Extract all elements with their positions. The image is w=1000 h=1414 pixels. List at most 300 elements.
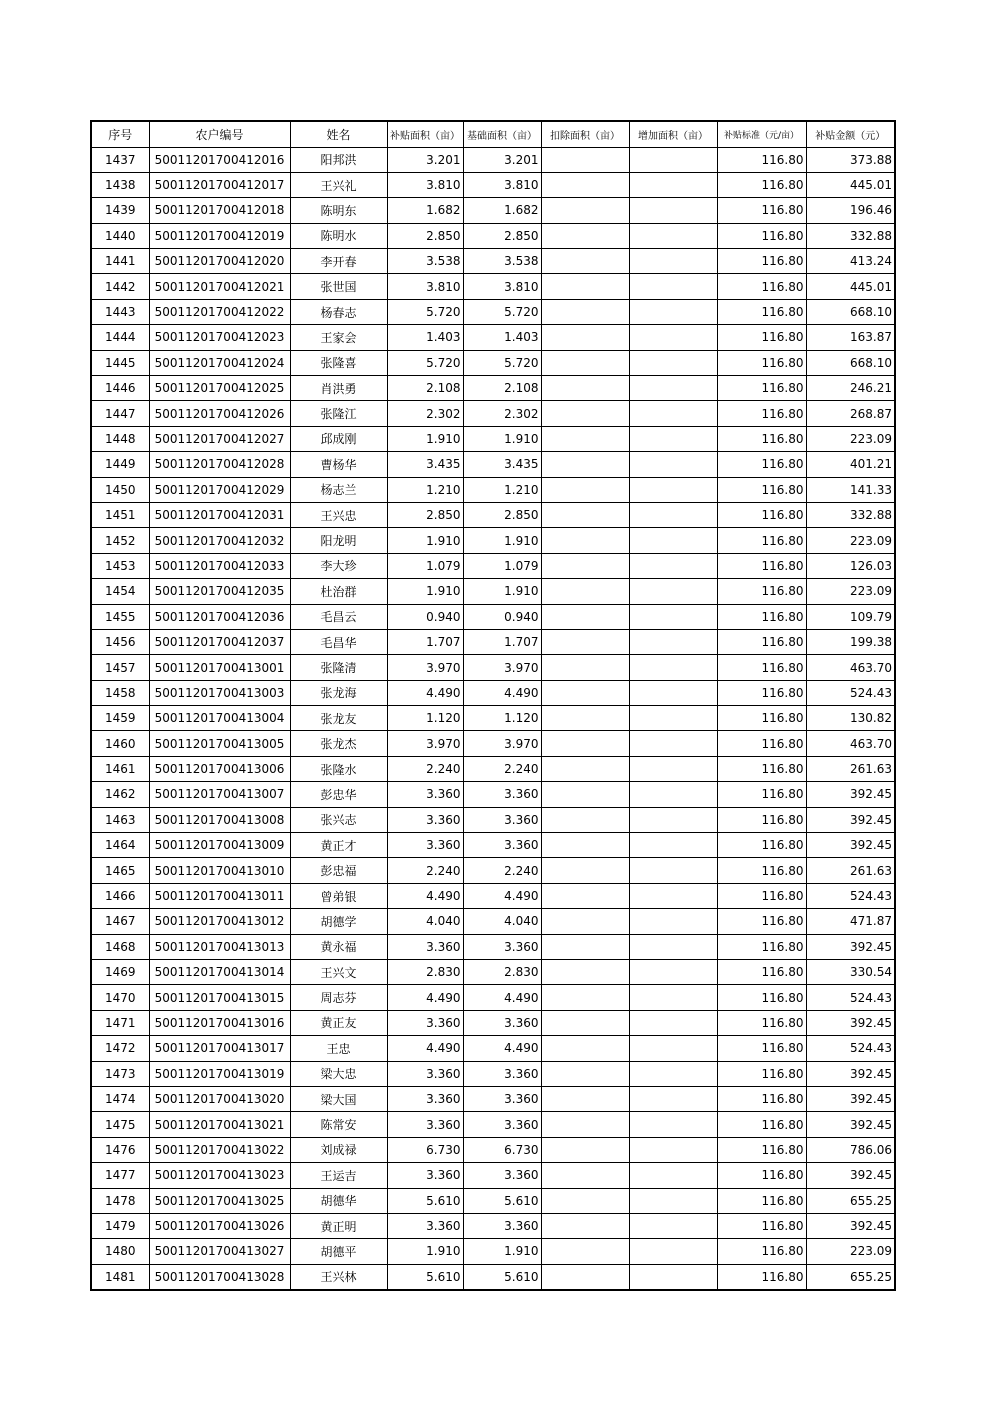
- added-area-cell: [629, 274, 717, 299]
- table-row: [91, 325, 895, 350]
- table-row: [91, 1213, 895, 1238]
- subsidy-rate-cell: 116.80: [717, 985, 806, 1010]
- table-row: [91, 147, 895, 172]
- deducted-area-cell: [541, 502, 629, 527]
- row-index-cell: 1449: [91, 452, 149, 477]
- subsidy-rate-cell: 116.80: [717, 833, 806, 858]
- farmer-name-cell: 张龙杰: [290, 731, 387, 756]
- row-index-cell: 1439: [91, 198, 149, 223]
- farmer-id-cell: 50011201700413025: [149, 1188, 290, 1213]
- deducted-area-cell: [541, 782, 629, 807]
- subsidy-rate-cell: 116.80: [717, 325, 806, 350]
- deducted-area-cell: [541, 731, 629, 756]
- farmer-name-cell: 张世国: [290, 274, 387, 299]
- base-area-cell: 3.360: [463, 1010, 541, 1035]
- farmer-id-cell: 50011201700413008: [149, 807, 290, 832]
- subsidy-amount-cell: 413.24: [806, 249, 895, 274]
- base-area-cell: 2.850: [463, 223, 541, 248]
- deducted-area-cell: [541, 1239, 629, 1264]
- added-area-cell: [629, 502, 717, 527]
- deducted-area-cell: [541, 1137, 629, 1162]
- deducted-area-cell: [541, 1188, 629, 1213]
- subsidy-amount-cell: 392.45: [806, 1112, 895, 1137]
- row-index-cell: 1468: [91, 934, 149, 959]
- subsidy-area-cell: 4.490: [387, 883, 463, 908]
- table-row: [91, 909, 895, 934]
- added-area-cell: [629, 706, 717, 731]
- subsidy-area-cell: 6.730: [387, 1137, 463, 1162]
- row-index-cell: 1446: [91, 376, 149, 401]
- base-area-cell: 2.302: [463, 401, 541, 426]
- subsidy-rate-cell: 116.80: [717, 1010, 806, 1035]
- row-index-cell: 1440: [91, 223, 149, 248]
- subsidy-amount-cell: 130.82: [806, 706, 895, 731]
- base-area-cell: 3.810: [463, 274, 541, 299]
- row-index-cell: 1473: [91, 1061, 149, 1086]
- base-area-cell: 1.910: [463, 579, 541, 604]
- subsidy-area-cell: 3.360: [387, 782, 463, 807]
- subsidy-area-cell: 1.910: [387, 1239, 463, 1264]
- header-row: [91, 121, 895, 147]
- deducted-area-cell: [541, 452, 629, 477]
- subsidy-amount-cell: 392.45: [806, 934, 895, 959]
- subsidy-amount-cell: 373.88: [806, 147, 895, 172]
- added-area-cell: [629, 731, 717, 756]
- farmer-id-cell: 50011201700413028: [149, 1264, 290, 1289]
- subsidy-rate-cell: 116.80: [717, 299, 806, 324]
- added-area-cell: [629, 1264, 717, 1289]
- base-area-cell: 5.720: [463, 299, 541, 324]
- added-area-cell: [629, 934, 717, 959]
- farmer-id-cell: 50011201700413019: [149, 1061, 290, 1086]
- subsidy-rate-cell: 116.80: [717, 731, 806, 756]
- deducted-area-cell: [541, 477, 629, 502]
- deducted-area-cell: [541, 985, 629, 1010]
- subsidy-area-cell: 1.910: [387, 528, 463, 553]
- subsidy-amount-cell: 668.10: [806, 350, 895, 375]
- deducted-area-cell: [541, 172, 629, 197]
- added-area-cell: [629, 1213, 717, 1238]
- farmer-name-cell: 曹杨华: [290, 452, 387, 477]
- table-row: [91, 274, 895, 299]
- header-cell: 增加面积（亩）: [629, 121, 717, 147]
- farmer-name-cell: 王兴礼: [290, 172, 387, 197]
- subsidy-amount-cell: 471.87: [806, 909, 895, 934]
- table-row: [91, 1036, 895, 1061]
- row-index-cell: 1471: [91, 1010, 149, 1035]
- subsidy-area-cell: 3.201: [387, 147, 463, 172]
- farmer-id-cell: 50011201700412026: [149, 401, 290, 426]
- table-row: [91, 249, 895, 274]
- deducted-area-cell: [541, 1264, 629, 1289]
- deducted-area-cell: [541, 629, 629, 654]
- subsidy-rate-cell: 116.80: [717, 249, 806, 274]
- base-area-cell: 3.538: [463, 249, 541, 274]
- deducted-area-cell: [541, 299, 629, 324]
- subsidy-rate-cell: 116.80: [717, 629, 806, 654]
- deducted-area-cell: [541, 858, 629, 883]
- subsidy-rate-cell: 116.80: [717, 782, 806, 807]
- row-index-cell: 1455: [91, 604, 149, 629]
- subsidy-area-cell: 3.360: [387, 1061, 463, 1086]
- row-index-cell: 1461: [91, 756, 149, 781]
- deducted-area-cell: [541, 553, 629, 578]
- row-index-cell: 1458: [91, 680, 149, 705]
- base-area-cell: 3.360: [463, 934, 541, 959]
- farmer-id-cell: 50011201700413014: [149, 960, 290, 985]
- farmer-id-cell: 50011201700412037: [149, 629, 290, 654]
- base-area-cell: 1.210: [463, 477, 541, 502]
- farmer-name-cell: 陈明东: [290, 198, 387, 223]
- table-row: [91, 1239, 895, 1264]
- subsidy-amount-cell: 246.21: [806, 376, 895, 401]
- added-area-cell: [629, 985, 717, 1010]
- header-cell: 补贴金额（元）: [806, 121, 895, 147]
- subsidy-amount-cell: 163.87: [806, 325, 895, 350]
- farmer-name-cell: 陈明水: [290, 223, 387, 248]
- row-index-cell: 1476: [91, 1137, 149, 1162]
- deducted-area-cell: [541, 528, 629, 553]
- row-index-cell: 1437: [91, 147, 149, 172]
- table-row: [91, 1188, 895, 1213]
- farmer-id-cell: 50011201700412019: [149, 223, 290, 248]
- subsidy-rate-cell: 116.80: [717, 1188, 806, 1213]
- base-area-cell: 4.490: [463, 985, 541, 1010]
- subsidy-rate-cell: 116.80: [717, 426, 806, 451]
- row-index-cell: 1438: [91, 172, 149, 197]
- deducted-area-cell: [541, 325, 629, 350]
- deducted-area-cell: [541, 198, 629, 223]
- subsidy-rate-cell: 116.80: [717, 172, 806, 197]
- subsidy-area-cell: 2.108: [387, 376, 463, 401]
- base-area-cell: 1.403: [463, 325, 541, 350]
- base-area-cell: 3.360: [463, 807, 541, 832]
- farmer-id-cell: 50011201700412029: [149, 477, 290, 502]
- deducted-area-cell: [541, 147, 629, 172]
- row-index-cell: 1442: [91, 274, 149, 299]
- subsidy-rate-cell: 116.80: [717, 1137, 806, 1162]
- subsidy-rate-cell: 116.80: [717, 1239, 806, 1264]
- subsidy-area-cell: 3.360: [387, 1163, 463, 1188]
- subsidy-amount-cell: 261.63: [806, 756, 895, 781]
- subsidy-amount-cell: 392.45: [806, 1010, 895, 1035]
- subsidy-rate-cell: 116.80: [717, 350, 806, 375]
- deducted-area-cell: [541, 909, 629, 934]
- row-index-cell: 1474: [91, 1086, 149, 1111]
- added-area-cell: [629, 1188, 717, 1213]
- table-body: [91, 147, 895, 1290]
- table-row: [91, 629, 895, 654]
- added-area-cell: [629, 604, 717, 629]
- subsidy-amount-cell: 392.45: [806, 833, 895, 858]
- table-row: [91, 1112, 895, 1137]
- base-area-cell: 3.360: [463, 1061, 541, 1086]
- subsidy-area-cell: 3.360: [387, 1213, 463, 1238]
- farmer-name-cell: 肖洪勇: [290, 376, 387, 401]
- table-row: [91, 1061, 895, 1086]
- farmer-name-cell: 王兴忠: [290, 502, 387, 527]
- added-area-cell: [629, 1086, 717, 1111]
- subsidy-amount-cell: 524.43: [806, 985, 895, 1010]
- subsidy-rate-cell: 116.80: [717, 909, 806, 934]
- base-area-cell: 1.910: [463, 528, 541, 553]
- farmer-name-cell: 王兴文: [290, 960, 387, 985]
- table-row: [91, 858, 895, 883]
- added-area-cell: [629, 223, 717, 248]
- farmer-id-cell: 50011201700413001: [149, 655, 290, 680]
- subsidy-rate-cell: 116.80: [717, 960, 806, 985]
- base-area-cell: 2.108: [463, 376, 541, 401]
- farmer-name-cell: 王忠: [290, 1036, 387, 1061]
- table-row: [91, 1137, 895, 1162]
- farmer-name-cell: 毛昌华: [290, 629, 387, 654]
- subsidy-area-cell: 3.970: [387, 655, 463, 680]
- farmer-id-cell: 50011201700412020: [149, 249, 290, 274]
- subsidy-area-cell: 1.210: [387, 477, 463, 502]
- farmer-id-cell: 50011201700412016: [149, 147, 290, 172]
- deducted-area-cell: [541, 883, 629, 908]
- subsidy-amount-cell: 223.09: [806, 426, 895, 451]
- farmer-id-cell: 50011201700413016: [149, 1010, 290, 1035]
- base-area-cell: 3.810: [463, 172, 541, 197]
- farmer-name-cell: 李开春: [290, 249, 387, 274]
- table-row: [91, 426, 895, 451]
- subsidy-amount-cell: 445.01: [806, 172, 895, 197]
- row-index-cell: 1470: [91, 985, 149, 1010]
- subsidy-amount-cell: 524.43: [806, 1036, 895, 1061]
- subsidy-area-cell: 3.360: [387, 1086, 463, 1111]
- subsidy-amount-cell: 463.70: [806, 655, 895, 680]
- row-index-cell: 1457: [91, 655, 149, 680]
- header-cell: 序号: [91, 121, 149, 147]
- subsidy-area-cell: 5.720: [387, 299, 463, 324]
- subsidy-rate-cell: 116.80: [717, 477, 806, 502]
- row-index-cell: 1441: [91, 249, 149, 274]
- farmer-id-cell: 50011201700412023: [149, 325, 290, 350]
- base-area-cell: 3.201: [463, 147, 541, 172]
- row-index-cell: 1452: [91, 528, 149, 553]
- subsidy-amount-cell: 223.09: [806, 579, 895, 604]
- base-area-cell: 1.682: [463, 198, 541, 223]
- row-index-cell: 1481: [91, 1264, 149, 1289]
- farmer-name-cell: 王兴林: [290, 1264, 387, 1289]
- base-area-cell: 4.040: [463, 909, 541, 934]
- farmer-name-cell: 阳龙明: [290, 528, 387, 553]
- row-index-cell: 1466: [91, 883, 149, 908]
- subsidy-rate-cell: 116.80: [717, 934, 806, 959]
- farmer-name-cell: 彭忠福: [290, 858, 387, 883]
- subsidy-area-cell: 1.079: [387, 553, 463, 578]
- farmer-id-cell: 50011201700413026: [149, 1213, 290, 1238]
- subsidy-amount-cell: 392.45: [806, 1213, 895, 1238]
- subsidy-area-cell: 2.850: [387, 502, 463, 527]
- subsidy-amount-cell: 463.70: [806, 731, 895, 756]
- subsidy-area-cell: 3.435: [387, 452, 463, 477]
- table-row: [91, 883, 895, 908]
- deducted-area-cell: [541, 655, 629, 680]
- deducted-area-cell: [541, 1086, 629, 1111]
- subsidy-area-cell: 3.360: [387, 1112, 463, 1137]
- base-area-cell: 3.360: [463, 1213, 541, 1238]
- subsidy-rate-cell: 116.80: [717, 147, 806, 172]
- subsidy-rate-cell: 116.80: [717, 1264, 806, 1289]
- deducted-area-cell: [541, 223, 629, 248]
- farmer-id-cell: 50011201700412032: [149, 528, 290, 553]
- base-area-cell: 4.490: [463, 680, 541, 705]
- subsidy-rate-cell: 116.80: [717, 706, 806, 731]
- added-area-cell: [629, 1036, 717, 1061]
- farmer-name-cell: 张隆江: [290, 401, 387, 426]
- subsidy-amount-cell: 141.33: [806, 477, 895, 502]
- subsidy-amount-cell: 392.45: [806, 1061, 895, 1086]
- subsidy-area-cell: 3.360: [387, 1010, 463, 1035]
- added-area-cell: [629, 198, 717, 223]
- subsidy-rate-cell: 116.80: [717, 1036, 806, 1061]
- farmer-name-cell: 张隆水: [290, 756, 387, 781]
- table-row: [91, 350, 895, 375]
- row-index-cell: 1462: [91, 782, 149, 807]
- table-row: [91, 502, 895, 527]
- base-area-cell: 1.910: [463, 426, 541, 451]
- table-row: [91, 477, 895, 502]
- added-area-cell: [629, 680, 717, 705]
- subsidy-rate-cell: 116.80: [717, 528, 806, 553]
- farmer-name-cell: 王运吉: [290, 1163, 387, 1188]
- subsidy-amount-cell: 655.25: [806, 1264, 895, 1289]
- subsidy-area-cell: 0.940: [387, 604, 463, 629]
- subsidy-area-cell: 2.240: [387, 756, 463, 781]
- subsidy-rate-cell: 116.80: [717, 198, 806, 223]
- subsidy-area-cell: 1.707: [387, 629, 463, 654]
- deducted-area-cell: [541, 680, 629, 705]
- table-row: [91, 680, 895, 705]
- deducted-area-cell: [541, 833, 629, 858]
- table-row: [91, 401, 895, 426]
- deducted-area-cell: [541, 274, 629, 299]
- farmer-name-cell: 刘成禄: [290, 1137, 387, 1162]
- table-row: [91, 731, 895, 756]
- subsidy-area-cell: 1.403: [387, 325, 463, 350]
- table-row: [91, 655, 895, 680]
- deducted-area-cell: [541, 401, 629, 426]
- added-area-cell: [629, 249, 717, 274]
- farmer-name-cell: 张隆清: [290, 655, 387, 680]
- subsidy-rate-cell: 116.80: [717, 1213, 806, 1238]
- added-area-cell: [629, 528, 717, 553]
- added-area-cell: [629, 452, 717, 477]
- subsidy-area-cell: 1.910: [387, 579, 463, 604]
- deducted-area-cell: [541, 960, 629, 985]
- deducted-area-cell: [541, 249, 629, 274]
- subsidy-area-cell: 3.810: [387, 172, 463, 197]
- farmer-id-cell: 50011201700412017: [149, 172, 290, 197]
- subsidy-amount-cell: 392.45: [806, 1163, 895, 1188]
- table-row: [91, 934, 895, 959]
- farmer-id-cell: 50011201700413006: [149, 756, 290, 781]
- base-area-cell: 2.240: [463, 858, 541, 883]
- table-row: [91, 807, 895, 832]
- base-area-cell: 1.910: [463, 1239, 541, 1264]
- subsidy-amount-cell: 332.88: [806, 502, 895, 527]
- deducted-area-cell: [541, 1010, 629, 1035]
- added-area-cell: [629, 909, 717, 934]
- subsidy-amount-cell: 332.88: [806, 223, 895, 248]
- deducted-area-cell: [541, 350, 629, 375]
- added-area-cell: [629, 833, 717, 858]
- subsidy-area-cell: 4.490: [387, 680, 463, 705]
- base-area-cell: 2.850: [463, 502, 541, 527]
- deducted-area-cell: [541, 934, 629, 959]
- added-area-cell: [629, 1163, 717, 1188]
- subsidy-area-cell: 4.490: [387, 985, 463, 1010]
- subsidy-rate-cell: 116.80: [717, 1086, 806, 1111]
- row-index-cell: 1459: [91, 706, 149, 731]
- row-index-cell: 1465: [91, 858, 149, 883]
- added-area-cell: [629, 858, 717, 883]
- subsidy-rate-cell: 116.80: [717, 452, 806, 477]
- farmer-name-cell: 杨志兰: [290, 477, 387, 502]
- subsidy-area-cell: 5.610: [387, 1264, 463, 1289]
- subsidy-rate-cell: 116.80: [717, 1061, 806, 1086]
- row-index-cell: 1477: [91, 1163, 149, 1188]
- subsidy-amount-cell: 268.87: [806, 401, 895, 426]
- subsidy-amount-cell: 655.25: [806, 1188, 895, 1213]
- added-area-cell: [629, 401, 717, 426]
- subsidy-area-cell: 2.830: [387, 960, 463, 985]
- farmer-id-cell: 50011201700412021: [149, 274, 290, 299]
- farmer-name-cell: 王家会: [290, 325, 387, 350]
- subsidy-rate-cell: 116.80: [717, 858, 806, 883]
- subsidy-rate-cell: 116.80: [717, 680, 806, 705]
- subsidy-amount-cell: 330.54: [806, 960, 895, 985]
- header-cell: 基础面积（亩）: [463, 121, 541, 147]
- farmer-name-cell: 杨春志: [290, 299, 387, 324]
- subsidy-rate-cell: 116.80: [717, 376, 806, 401]
- table-row: [91, 604, 895, 629]
- added-area-cell: [629, 553, 717, 578]
- subsidy-area-cell: 3.970: [387, 731, 463, 756]
- subsidy-rate-cell: 116.80: [717, 223, 806, 248]
- farmer-id-cell: 50011201700413021: [149, 1112, 290, 1137]
- header-cell: 扣除面积（亩）: [541, 121, 629, 147]
- row-index-cell: 1456: [91, 629, 149, 654]
- deducted-area-cell: [541, 579, 629, 604]
- deducted-area-cell: [541, 1112, 629, 1137]
- row-index-cell: 1448: [91, 426, 149, 451]
- base-area-cell: 3.435: [463, 452, 541, 477]
- farmer-name-cell: 梁大忠: [290, 1061, 387, 1086]
- base-area-cell: 3.970: [463, 655, 541, 680]
- subsidy-area-cell: 5.720: [387, 350, 463, 375]
- subsidy-rate-cell: 116.80: [717, 604, 806, 629]
- subsidy-area-cell: 2.240: [387, 858, 463, 883]
- table-row: [91, 299, 895, 324]
- subsidy-amount-cell: 392.45: [806, 807, 895, 832]
- added-area-cell: [629, 1239, 717, 1264]
- base-area-cell: 5.720: [463, 350, 541, 375]
- subsidy-area-cell: 5.610: [387, 1188, 463, 1213]
- row-index-cell: 1450: [91, 477, 149, 502]
- subsidy-amount-cell: 223.09: [806, 1239, 895, 1264]
- table-row: [91, 960, 895, 985]
- row-index-cell: 1447: [91, 401, 149, 426]
- farmer-id-cell: 50011201700412025: [149, 376, 290, 401]
- added-area-cell: [629, 299, 717, 324]
- subsidy-area-cell: 3.360: [387, 934, 463, 959]
- subsidy-rate-cell: 116.80: [717, 883, 806, 908]
- added-area-cell: [629, 172, 717, 197]
- farmer-id-cell: 50011201700412024: [149, 350, 290, 375]
